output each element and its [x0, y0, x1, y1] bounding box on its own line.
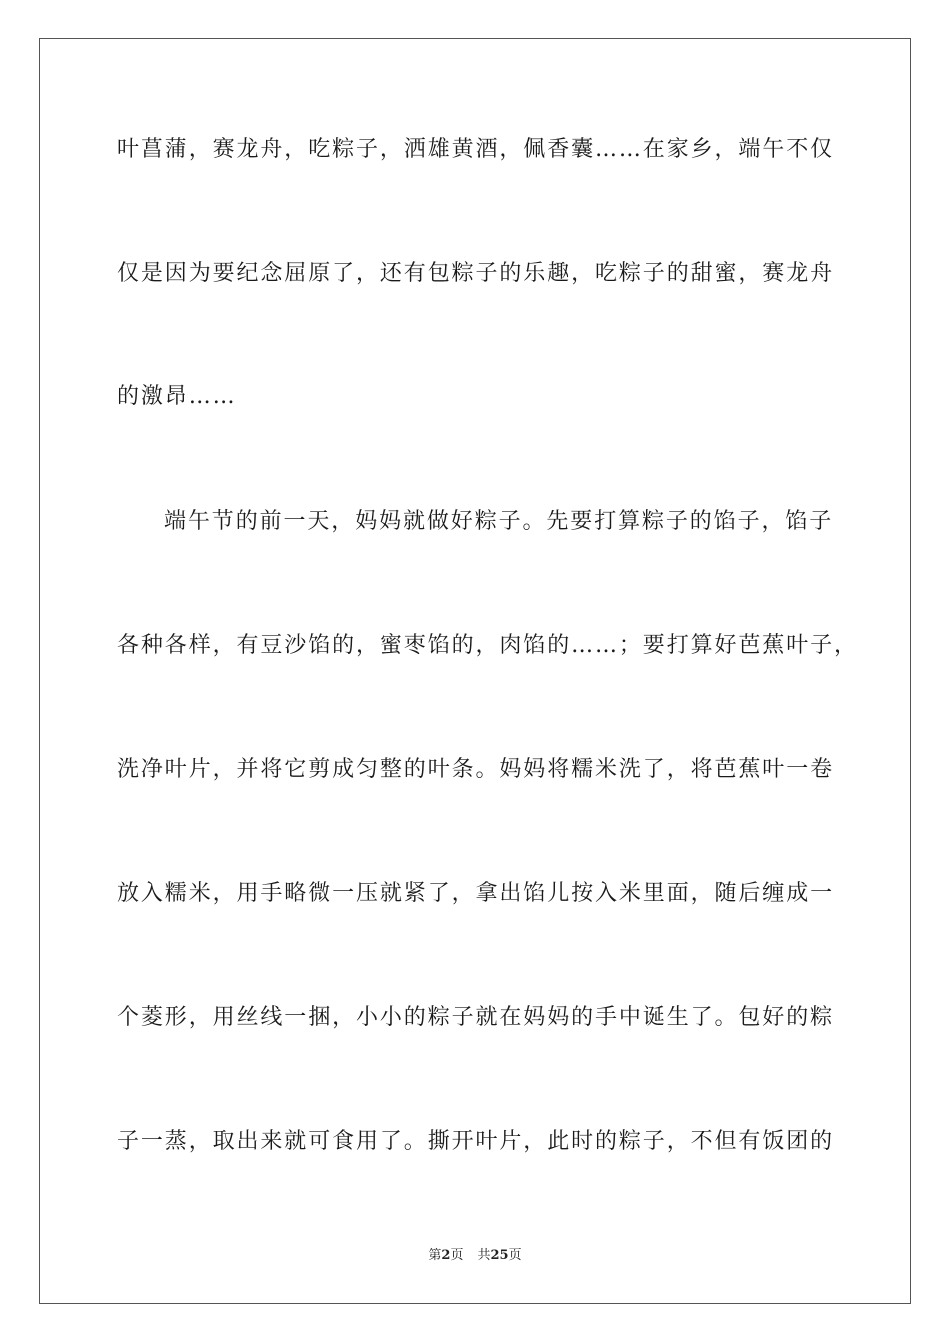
text-line: 的激昂…… [117, 384, 237, 409]
text-line: 放入糯米，用手略微一压就紧了，拿出馅儿按入米里面，随后缠成一 [117, 881, 835, 906]
text-line: 子一蒸，取出来就可食用了。撕开叶片，此时的粽子，不但有饭团的 [117, 1129, 835, 1154]
text-line: 个菱形，用丝线一捆，小小的粽子就在妈妈的手中诞生了。包好的粽 [117, 1005, 835, 1030]
text-line: 叶菖蒲，赛龙舟，吃粽子，洒雄黄酒，佩香囊……在家乡，端午不仅 [117, 137, 835, 162]
paragraph-first-line: 端午节的前一天，妈妈就做好粽子。先要打算粽子的馅子，馅子 [164, 509, 834, 534]
page-number: 2 [441, 1248, 451, 1263]
text-line: 洗净叶片，并将它剪成匀整的叶条。妈妈将糯米洗了，将芭蕉叶一卷 [117, 757, 835, 782]
text-line: 各种各样，有豆沙馅的，蜜枣馅的，肉馅的……；要打算好芭蕉叶子， [117, 633, 858, 658]
page-footer [0, 1247, 950, 1265]
total-pages: 25 [490, 1248, 509, 1263]
total-suffix: 页 [508, 1248, 522, 1263]
page-prefix: 第 [428, 1248, 442, 1263]
page-suffix: 页 [450, 1248, 464, 1263]
total-prefix: 共 [477, 1248, 491, 1263]
text-line: 仅是因为要纪念屈原了，还有包粽子的乐趣，吃粽子的甜蜜，赛龙舟 [117, 261, 835, 286]
page-border [39, 38, 911, 1304]
